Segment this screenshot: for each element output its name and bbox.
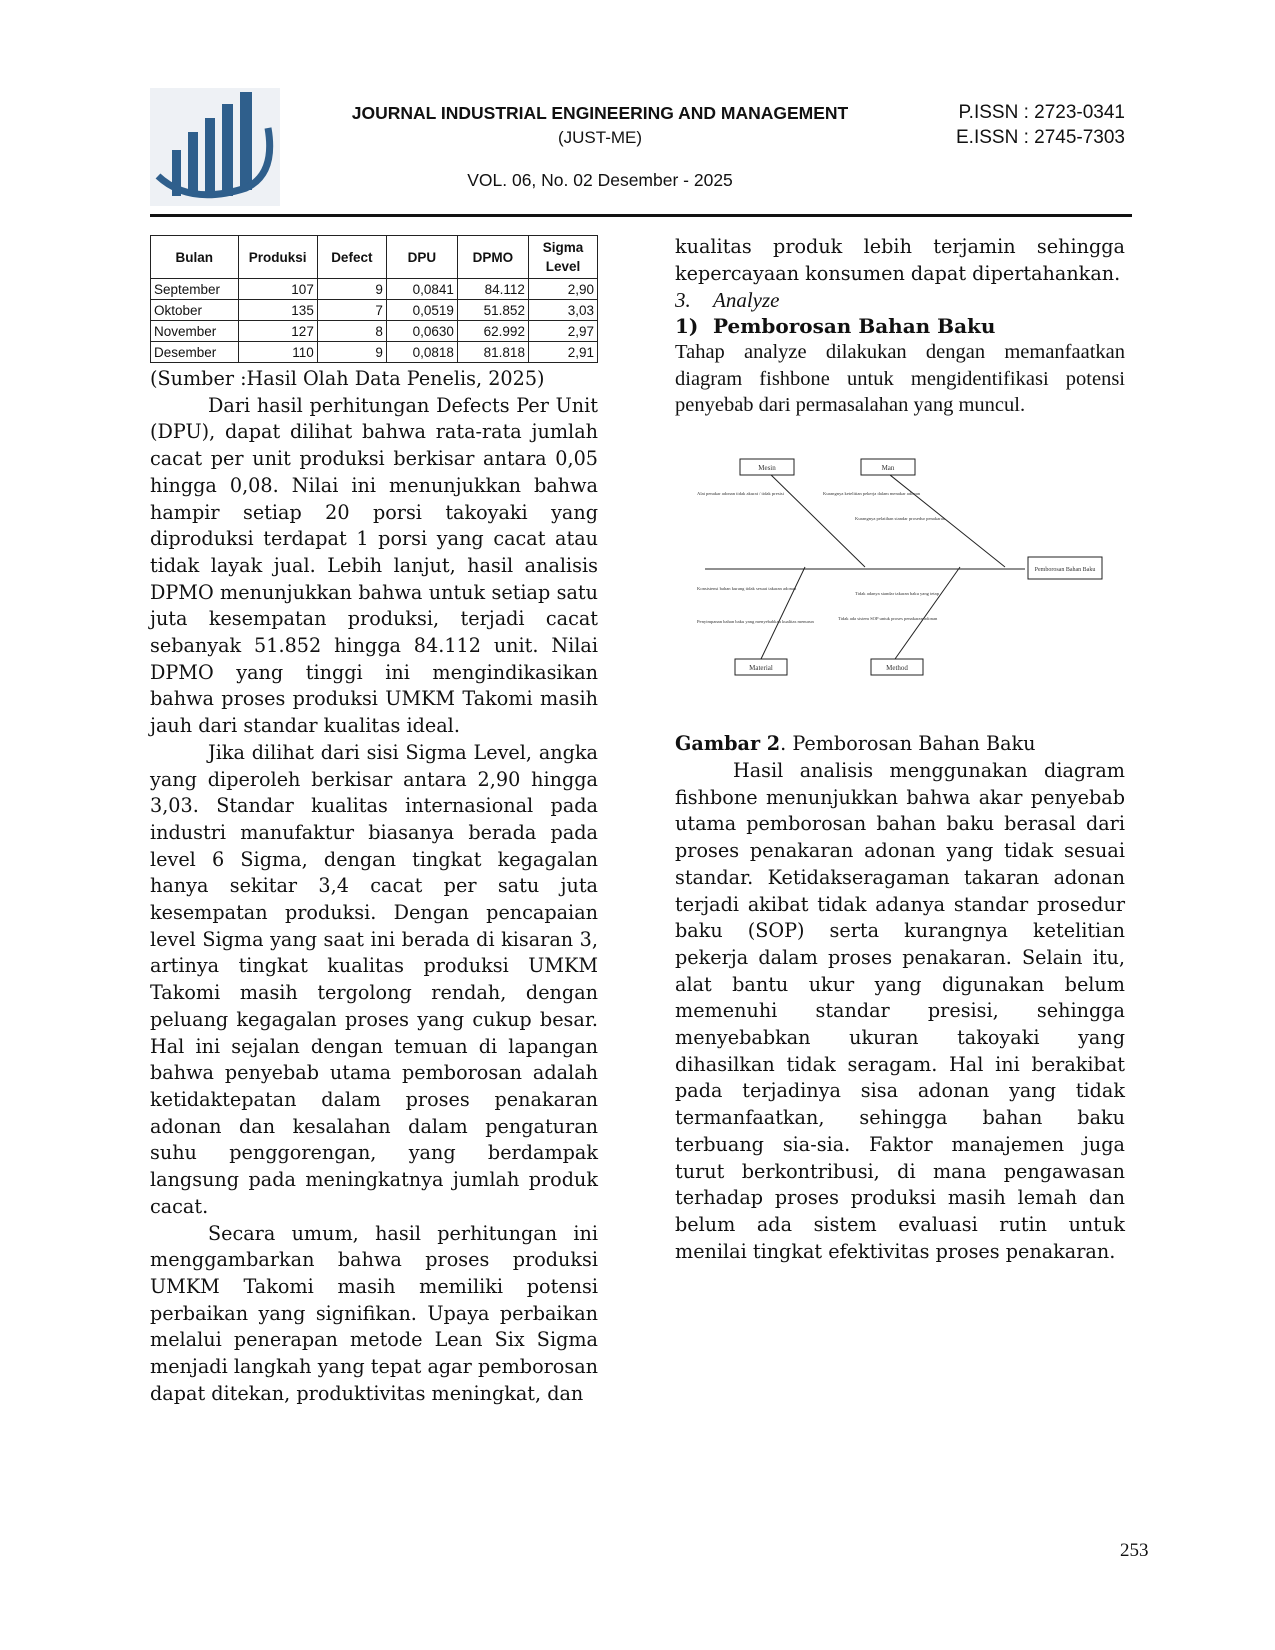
- table-source: (Sumber :Hasil Olah Data Penelis, 2025): [150, 367, 545, 390]
- table-row: [151, 321, 598, 342]
- cell: Desember: [151, 342, 239, 363]
- cell: 2,90: [528, 279, 597, 300]
- issn-block: [900, 100, 1125, 150]
- right-column: [675, 234, 1125, 419]
- journal-logo: [150, 88, 280, 206]
- journal-subtitle: (JUST-ME): [557, 128, 643, 147]
- cell: 8: [317, 321, 386, 342]
- col-defect: Defect: [317, 236, 386, 279]
- cell: 9: [317, 279, 386, 300]
- subsection-number: 1): [675, 314, 699, 339]
- col-dpu: DPU: [386, 236, 457, 279]
- subsection-heading: [675, 313, 1125, 339]
- header-rule: [150, 214, 1132, 217]
- cell: 3,03: [528, 300, 597, 321]
- paragraph-continuation: kualitas produk lebih terjamin sehingga kepercayaan konsumen dapat dipertahankan.: [675, 235, 1125, 285]
- col-produksi: Produksi: [238, 236, 317, 279]
- paragraph: Hasil analisis menggunakan diagram fishbone menunjukkan bahwa akar penyebab utama pemborosan bahan baku berasal dari proses penakaran adonan yang tidak sesuai standar. Ketidakseragaman takaran adonan terjadi akibat tidak adanya standar prosedur baku (SOP) serta kurangnya ketelitian pekerja dalam proses penakaran. Selain itu, alat bantu ukur yang digunakan belum memenuhi standar presisi, sehingga menyebabkan ukuran takoyaki yang dihasilkan tidak seragam. Hal ini berakibat pada terjadinya sisa adonan yang tidak termanfaatkan, sehingga bahan baku terbuang sia-sia. Faktor manajemen juga turut berkontribusi, di mana pengawasan terhadap proses produksi masih lemah dan belum ada sistem evaluasi rutin untuk menilai tingkat efektivitas proses penakaran.: [675, 759, 1125, 1263]
- section-title: Analyze: [713, 288, 780, 313]
- col-sigma: Sigma Level: [528, 236, 597, 279]
- cause-label: Tidak ada sistem SOP untuk proses penakaran adonan: [838, 616, 938, 621]
- cell: 2,97: [528, 321, 597, 342]
- left-column: [150, 366, 598, 1407]
- cause-label: Tidak adanya standar takaran baku yang tetap: [855, 591, 940, 596]
- table-row: [151, 300, 598, 321]
- journal-title: JOURNAL INDUSTRIAL ENGINEERING AND MANAGEMENT: [351, 103, 849, 123]
- bone-bottom-right: [895, 567, 960, 659]
- figure-label: Gambar 2: [675, 732, 781, 755]
- paragraph: Dari hasil perhitungan Defects Per Unit (DPU), dapat dilihat bahwa rata-rata jumlah cacat per unit produksi berkisar antara 0,05 hingga 0,08. Nilai ini menunjukkan bahwa hampir setiap 20 porsi takoyaki yang diproduksi terdapat 1 porsi yang cacat atau tidak layak jual. Lebih lanjut, hasil analisis DPMO menunjukkan bahwa untuk setiap satu juta kesempatan produksi, terjadi cacat sebanyak 51.852 hingga 84.112 unit. Nilai DPMO yang tinggi ini mengindikasikan bahwa proses produksi UMKM Takomi masih jauh dari standar kualitas ideal.: [150, 393, 598, 738]
- effect-label: Pemborosan Bahan Baku: [1034, 567, 1096, 573]
- cell: 0,0630: [386, 321, 457, 342]
- cell: 0,0519: [386, 300, 457, 321]
- cell: 0,0841: [386, 279, 457, 300]
- table-row: [151, 279, 598, 300]
- category-label: Mesin: [758, 464, 776, 472]
- cell: 84.112: [457, 279, 528, 300]
- journal-volume: VOL. 06, No. 02 Desember - 2025: [467, 170, 733, 190]
- cell: 107: [238, 279, 317, 300]
- cell: September: [151, 279, 239, 300]
- col-dpmo: DPMO: [457, 236, 528, 279]
- cell: 135: [238, 300, 317, 321]
- paragraph: Tahap analyze dilakukan dengan memanfaatkan diagram fishbone untuk mengidentifikasi potensi penyebab dari permasalahan yang muncul.: [675, 341, 1125, 417]
- pissn: P.ISSN : 2723-0341: [958, 102, 1125, 123]
- cause-label: Penyimpanan bahan baku yang menyebabkan kualitas menurun: [697, 619, 814, 624]
- table-header-row: [151, 236, 598, 279]
- cell: Oktober: [151, 300, 239, 321]
- category-label: Material: [749, 664, 773, 672]
- cause-label: Kurangnya pelatihan standar prosedur penakaran: [855, 516, 946, 521]
- category-label: Method: [886, 664, 908, 672]
- section-number: 3.: [675, 288, 691, 313]
- cause-label: Konsistensi bahan kurang tidak sesuai takaran adonan: [697, 586, 797, 591]
- paragraph: Secara umum, hasil perhitungan ini menggambarkan bahwa proses produksi UMKM Takomi masih memiliki potensi perbaikan yang signifikan. Upaya perbaikan melalui penerapan metode Lean Six Sigma menjadi langkah yang tepat agar pemborosan dapat ditekan, produktivitas meningkat, dan: [150, 1221, 598, 1405]
- cell: 9: [317, 342, 386, 363]
- figure-title: . Pemborosan Bahan Baku: [780, 732, 1036, 755]
- fishbone-diagram: [695, 455, 1105, 695]
- col-bulan: Bulan: [151, 236, 239, 279]
- cause-label: Alat penakar adonan tidak akurat / tidak presisi: [697, 491, 784, 496]
- bone-top-left: [767, 471, 865, 567]
- cell: 7: [317, 300, 386, 321]
- section-heading: [675, 287, 1125, 313]
- paragraph: Jika dilihat dari sisi Sigma Level, angka yang diperoleh berkisar antara 2,90 hingga 3,03. Standar kualitas internasional pada industri manufaktur biasanya berada pada level 6 Sigma, dengan tingkat kegagalan hanya sekitar 3,4 cacat per satu juta kesempatan produksi. Dengan pencapaian level Sigma yang saat ini berada di kisaran 3, artinya tingkat kualitas produksi UMKM Takomi masih tergolong rendah, dengan peluang kegagalan proses yang cukup besar. Hal ini sejalan dengan temuan di lapangan bahwa penyebab utama pemborosan adalah ketidaktepatan dalam proses penakaran adonan dan kesalahan dalam pengaturan suhu penggorengan, yang berdampak langsung pada meningkatnya jumlah produk cacat.: [150, 740, 598, 1218]
- cell: November: [151, 321, 239, 342]
- right-column-lower: [675, 758, 1125, 1265]
- table-row: [151, 342, 598, 363]
- category-label: Man: [881, 464, 895, 472]
- cell: 2,91: [528, 342, 597, 363]
- cell: 81.818: [457, 342, 528, 363]
- subsection-title: Pemborosan Bahan Baku: [713, 314, 996, 339]
- cell: 0,0818: [386, 342, 457, 363]
- cell: 127: [238, 321, 317, 342]
- bone-bottom-left: [761, 567, 805, 659]
- sigma-table: [150, 235, 598, 363]
- cell: 62.992: [457, 321, 528, 342]
- cell: 110: [238, 342, 317, 363]
- page-number: 253: [1120, 1540, 1149, 1561]
- figure-caption: [675, 731, 1125, 758]
- cell: 51.852: [457, 300, 528, 321]
- cause-label: Kurangnya ketelitian pekerja dalam menakar adonan: [823, 491, 921, 496]
- eissn: E.ISSN : 2745-7303: [956, 127, 1125, 148]
